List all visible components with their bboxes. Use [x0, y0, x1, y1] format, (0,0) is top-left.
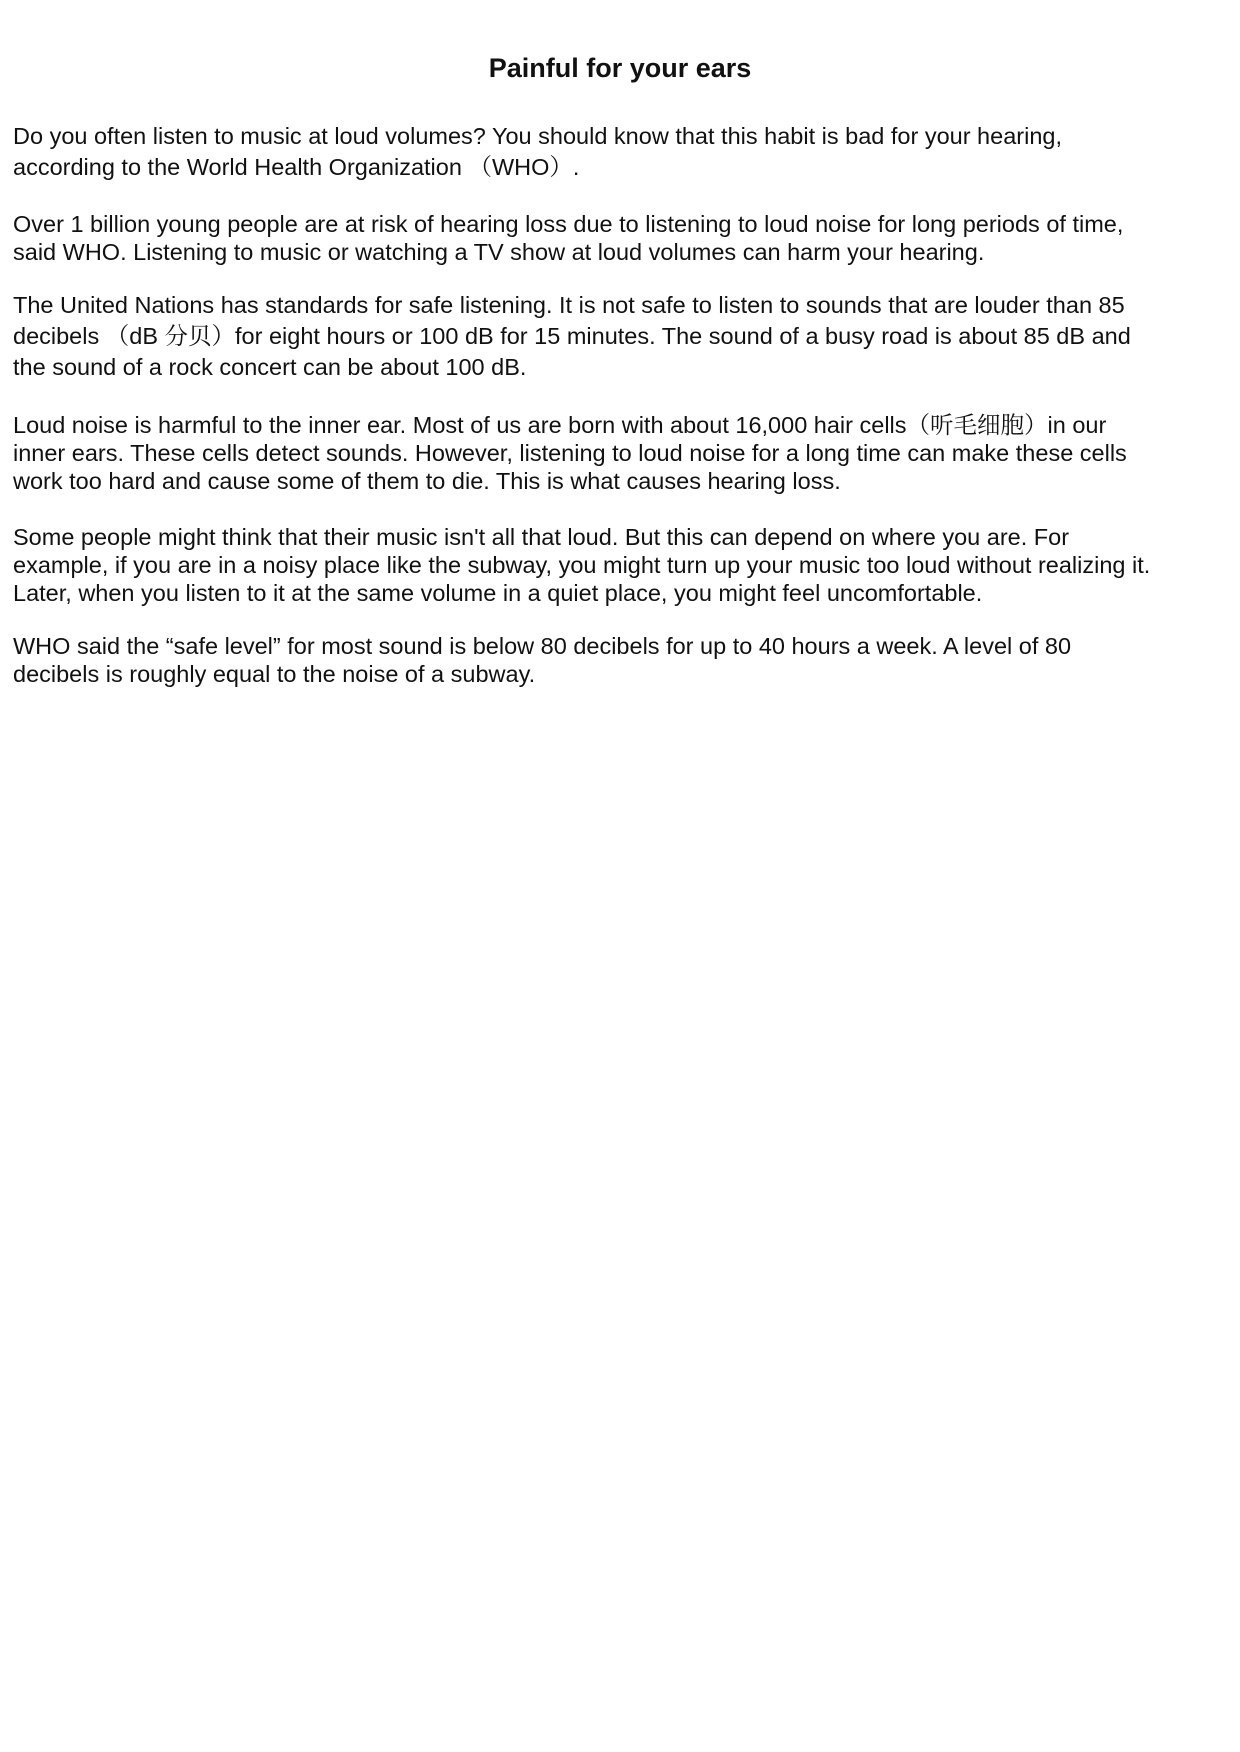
paragraph-line: the sound of a rock concert can be about 100 dB.: [13, 354, 527, 380]
paragraph-line: Some people might think that their music isn't all that loud. But this can depend on where you are. For: [13, 524, 1070, 550]
paragraph-line: WHO said the “safe level” for most sound is below 80 decibels for up to 40 hours a week. A level of 80: [13, 633, 1072, 659]
paragraph-line: example, if you are in a noisy place like the subway, you might turn up your music too loud without realizing it.: [13, 552, 1151, 578]
paragraph-line: decibels is roughly equal to the noise of a subway.: [13, 661, 536, 687]
paragraph-4: [13, 411, 1228, 495]
paragraph-5: [13, 523, 1228, 607]
page-title: Painful for your ears: [488, 53, 752, 83]
paragraph-line: decibels （dB 分贝）for eight hours or 100 dB for 15 minutes. The sound of a busy road is about 85 dB and: [13, 323, 1131, 349]
paragraph-line: inner ears. These cells detect sounds. However, listening to loud noise for a long time can make these cells: [13, 440, 1127, 466]
paragraph-line: Loud noise is harmful to the inner ear. Most of us are born with about 16,000 hair cells（听毛细胞）in our: [13, 412, 1107, 438]
paragraph-1: [13, 122, 1228, 184]
paragraph-line: said WHO. Listening to music or watching a TV show at loud volumes can harm your hearing.: [13, 239, 985, 265]
paragraph-6: [13, 632, 1228, 688]
paragraph-2: [13, 210, 1228, 266]
paragraph-line: Over 1 billion young people are at risk of hearing loss due to listening to loud noise for long periods of time,: [13, 211, 1124, 237]
paragraph-line: Do you often listen to music at loud volumes? You should know that this habit is bad for your hearing,: [13, 123, 1062, 149]
paragraph-line: according to the World Health Organization （WHO）.: [13, 154, 580, 180]
paragraph-line: Later, when you listen to it at the same volume in a quiet place, you might feel uncomfortable.: [13, 580, 983, 606]
paragraph-line: The United Nations has standards for safe listening. It is not safe to listen to sounds that are louder than 85: [13, 292, 1125, 318]
paragraph-line: work too hard and cause some of them to die. This is what causes hearing loss.: [13, 468, 841, 494]
paragraph-3: [13, 291, 1228, 381]
